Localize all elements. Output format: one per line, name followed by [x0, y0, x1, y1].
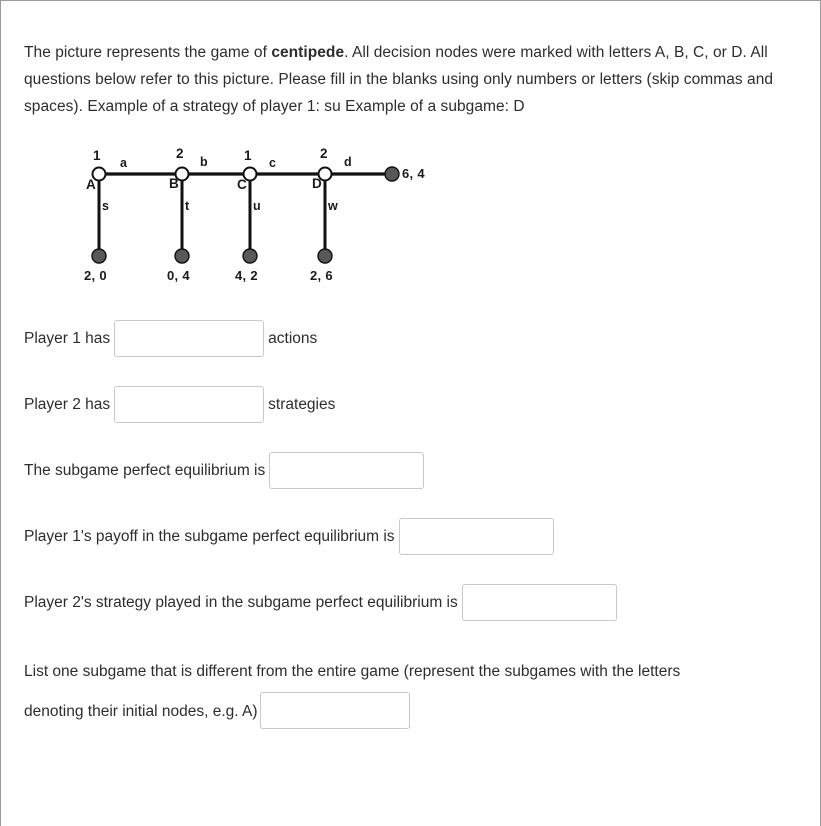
terminal-node-C [243, 249, 257, 263]
tree-action-label-a: a [120, 156, 127, 170]
tree-node-label-B: B [169, 176, 179, 191]
question-row-player1-actions [24, 320, 799, 357]
player1-actions-input[interactable] [114, 320, 264, 357]
tree-player-label-A: 1 [93, 148, 101, 163]
question-label-list-subgame-line2: denoting their initial nodes, e.g. A) [24, 703, 258, 720]
list-subgame-input[interactable] [260, 692, 410, 729]
tree-player-label-B: 2 [176, 146, 184, 161]
question-row-player2-strategies [24, 386, 799, 423]
intro-paragraph [24, 39, 799, 120]
tree-payoff-B: 0, 4 [167, 268, 190, 283]
tree-payoff-A: 2, 0 [84, 268, 107, 283]
question-label-list-subgame-line1: List one subgame that is different from the entire game (represent the subgames with the letters [24, 663, 681, 680]
tree-action-label-b: b [200, 155, 208, 169]
tree-action-label-d: d [344, 155, 352, 169]
tree-action-label-s: s [102, 199, 109, 213]
question-row-list-subgame [24, 652, 799, 732]
tree-node-label-C: C [237, 177, 247, 192]
question-suffix-player1-actions: actions [268, 329, 318, 347]
player1-payoff-input[interactable] [399, 518, 554, 555]
tree-payoff-D: 2, 6 [310, 268, 333, 283]
terminal-node-A [92, 249, 106, 263]
terminal-node-final [385, 167, 399, 181]
tree-action-label-w: w [328, 199, 338, 213]
tree-player-label-D: 2 [320, 146, 328, 161]
intro-text-part1: The picture represents the game of [24, 44, 272, 61]
tree-player-label-C: 1 [244, 148, 252, 163]
question-label-player2-strategies: Player 2 has [24, 395, 111, 413]
player2-strategies-input[interactable] [114, 386, 264, 423]
terminal-node-D [318, 249, 332, 263]
question-row-player2-strategy-spe [24, 584, 799, 621]
tree-action-label-t: t [185, 199, 190, 213]
game-tree-figure [24, 144, 444, 284]
terminal-node-B [175, 249, 189, 263]
question-row-spe [24, 452, 799, 489]
intro-bold-term: centipede [271, 44, 345, 61]
question-label-player1-actions: Player 1 has [24, 329, 111, 347]
tree-payoff-C: 4, 2 [235, 268, 258, 283]
question-label-player2-strategy-spe: Player 2's strategy played in the subgame perfect equilibrium is [24, 593, 458, 611]
tree-action-label-u: u [253, 199, 261, 213]
question-label-spe: The subgame perfect equilibrium is [24, 461, 266, 479]
game-tree-svg [24, 144, 444, 284]
intro-text-part2: . All decision nodes were marked with letters A, B, C, or D. All questions below refer to this picture. Please fill in the blanks using only numbers or letters (skip commas and spaces). Example of a strategy of player 1: su Example of a subgame: D [24, 44, 774, 115]
tree-action-label-c: c [269, 156, 276, 170]
tree-node-label-D: D [312, 176, 322, 191]
tree-payoff-final: 6, 4 [402, 166, 425, 181]
question-label-player1-payoff: Player 1's payoff in the subgame perfect equilibrium is [24, 527, 395, 545]
question-row-player1-payoff [24, 518, 799, 555]
spe-input[interactable] [269, 452, 424, 489]
content-area [24, 39, 799, 732]
question-suffix-player2-strategies: strategies [268, 395, 336, 413]
player2-strategy-spe-input[interactable] [462, 584, 617, 621]
tree-node-label-A: A [86, 177, 96, 192]
